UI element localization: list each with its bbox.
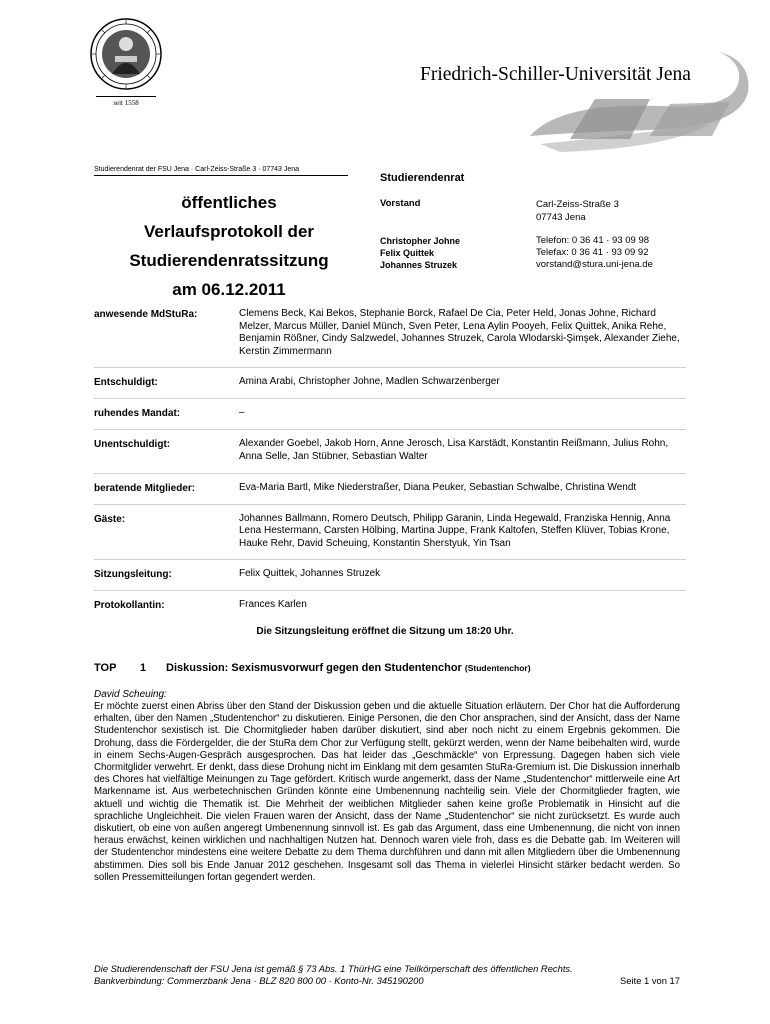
board-member: Christopher Johne xyxy=(380,236,461,246)
document-title xyxy=(94,188,364,304)
page-number: Seite 1 von 17 xyxy=(620,975,680,986)
attendance-row xyxy=(94,399,686,430)
address-city: 07743 Jena xyxy=(536,212,586,223)
discussion-text: Er möchte zuerst einen Abriss über den Stand der Diskussion geben und die aktuelle Situation erläutern. Der Chor hat die Aufforderung erhalten, über den Namen „Studentenchor“ zu diskutieren. Einige Personen, die den Chor ansprachen, sind der Ansicht, dass der Name Studentenchor sexistisch ist. Die Chormitglieder haben darüber diskutiert, sind aber noch nicht zu einem Ergebnis gekommen. Die Drohung, dass die Fördergelder, die der StuRa dem Chor zur Verfügung stellt, gekürzt werden, wenn der Name beibehalten wird, wurde in einem Sechs-Augen-Gespräch ausgesprochen. Das hat leider das „Geschmäckle“ von Erpressung. Dagegen haben sich viele Chormitglider verwehrt. Er denkt, dass diese Drohung nicht im Einklang mit dem gesamten StuRa-Gremium ist. Die Diskussion innerhalb des Chores hat vielfältige Meinungen zu Tage gefördert. Kritisch wurde angemerkt, dass der Name „Studentenchor“ mittlerweile eine Art Markenname ist. Aus werbetechnischen Gründen könnte eine Umbenennung nachteilig sein. Viele der Chormitglieder fragten, wie aktuell und wichtig die Thematik ist. Die Mehrheit der weiblichen Mitglieder sahen keine große Problematik in Hinsicht auf die sprachliche Ungleichheit. Die vielen Frauen waren der Ansicht, dass der Name „Studentenchor“ sie nicht zurücksetzt. Es wurde auch diskutiert, ob eine von außen angeregt Umbenennung sinnvoll ist. Es gab das Argument, dass eine Umbenennung, die nicht von innen heraus erwächst, keinen wirklichen und nachhaltigen Nutzen hat. Dennoch waren viele froh, dass es die Debatte gab. Im Weiteren will der Studentenchor mindestens eine weitere Debatte zu dem Thema durchführen und dann mit allen Mitgliedern über die Umbenennung abstimmen. Dies soll bis Ende Januar 2012 geschehen. Insgesamt soll das Thema in vielerlei Hinsicht stärker bedacht werden. So sollen Pressemitteilungen fortan gegendert werden. xyxy=(94,701,680,883)
board-members xyxy=(380,235,460,271)
title-line-3: Studierendenratssitzung xyxy=(129,251,329,270)
board-label: Vorstand xyxy=(380,198,421,209)
title-line-4: am 06.12.2011 xyxy=(172,280,286,299)
university-seal-logo xyxy=(90,18,162,90)
attendance-row xyxy=(94,368,686,399)
postal-address xyxy=(536,198,619,224)
attendance-value: – xyxy=(239,407,245,419)
attendance-row xyxy=(94,505,686,561)
attendance-row xyxy=(94,474,686,505)
attendance-label: Sitzungsleitung: xyxy=(94,569,172,581)
address-street: Carl-Zeiss-Straße 3 xyxy=(536,199,619,210)
attendance-label: anwesende MdStuRa: xyxy=(94,309,198,320)
email-address[interactable]: vorstand@stura.uni-jena.de xyxy=(536,259,653,270)
session-opening-note: Die Sitzungsleitung eröffnet die Sitzung um 18:20 Uhr. xyxy=(256,626,514,637)
agenda-title: Diskussion: Sexismusvorwurf gegen den Studentenchor xyxy=(166,662,462,674)
university-name: Friedrich-Schiller-Universität Jena xyxy=(420,64,691,85)
attendance-value: Felix Quittek, Johannes Struzek xyxy=(239,568,381,580)
agenda-label: TOP xyxy=(94,662,117,674)
attendance-label: Entschuldigt: xyxy=(94,377,158,389)
attendance-row xyxy=(94,591,686,621)
footer-legal-note: Die Studierendenschaft der FSU Jena ist gemäß § 73 Abs. 1 ThürHG eine Teilkörperschaft des öffentlichen Rechts. xyxy=(94,963,573,974)
attendance-row xyxy=(94,430,686,473)
agenda-number: 1 xyxy=(140,662,147,674)
attendance-table xyxy=(94,302,686,621)
attendance-row xyxy=(94,560,686,591)
stura-logo xyxy=(500,44,760,164)
organization-name: Studierendenrat xyxy=(380,172,465,184)
contact-info xyxy=(536,235,653,271)
attendance-value: Amina Arabi, Christopher Johne, Madlen Schwarzenberger xyxy=(239,376,500,388)
attendance-value: Frances Karlen xyxy=(239,599,307,611)
speaker-name: David Scheuing: xyxy=(94,689,167,700)
attendance-value: Clemens Beck, Kai Bekos, Stephanie Borck, Rafael De Cia, Peter Held, Jonas Johne, Richard Melzer, Marcus Müller, Daniel Münch, Sven Peter, Lena Aylin Pooyeh, Felix Quittek, Anika Rehe, Benjamin Rößner, Cindy Salzwedel, Johannes Struzek, Carola Wlodarski-Şimşek, Alexander Ziehe, Kerstin Zimmermann xyxy=(239,308,680,357)
page-footer xyxy=(94,963,680,987)
footer-bank-details: Bankverbindung: Commerzbank Jena · BLZ 820 800 00 · Konto-Nr. 345190200 xyxy=(94,975,424,986)
board-member: Felix Quittek xyxy=(380,248,435,258)
attendance-label: Unentschuldigt: xyxy=(94,439,171,451)
sender-address-line: Studierendenrat der FSU Jena · Carl-Zeiss-Straße 3 · 07743 Jena xyxy=(94,166,348,176)
attendance-label: Protokollantin: xyxy=(94,600,165,612)
title-line-1: öffentliches xyxy=(181,193,277,212)
attendance-value: Alexander Goebel, Jakob Horn, Anne Jerosch, Lisa Karstädt, Konstantin Reißmann, Julius Rohn, Anna Selle, Jan Stübner, Sebastian Walter xyxy=(239,438,669,462)
attendance-label: beratende Mitglieder: xyxy=(94,482,196,494)
agenda-tag: (Studentenchor) xyxy=(464,663,531,673)
attendance-label: ruhendes Mandat: xyxy=(94,408,181,420)
phone-number: Telefon: 0 36 41 · 93 09 98 xyxy=(536,235,650,246)
agenda-item-heading xyxy=(94,662,531,674)
attendance-value: Eva-Maria Bartl, Mike Niederstraßer, Diana Peuker, Sebastian Schwalbe, Christina Wendt xyxy=(239,481,637,493)
attendance-value: Johannes Ballmann, Romero Deutsch, Philipp Garanin, Linda Hegewald, Franziska Hennig, Anna Lena Hestermann, Carsten Hölbing, Martina Juppe, Frank Kaltofen, Steffen Klüver, Tobias Krone, Hauke Rehr, David Scheuing, Konstantin Sherstyuk, Yin Tsan xyxy=(239,512,671,549)
title-line-2: Verlaufsprotokoll der xyxy=(143,222,315,241)
seal-year: seit 1558 xyxy=(96,96,156,107)
attendance-row xyxy=(94,302,686,368)
attendance-label: Gäste: xyxy=(94,513,126,525)
board-member: Johannes Struzek xyxy=(380,260,458,270)
fax-number: Telefax: 0 36 41 · 93 09 92 xyxy=(536,247,649,258)
footer-bank-row xyxy=(94,975,680,987)
